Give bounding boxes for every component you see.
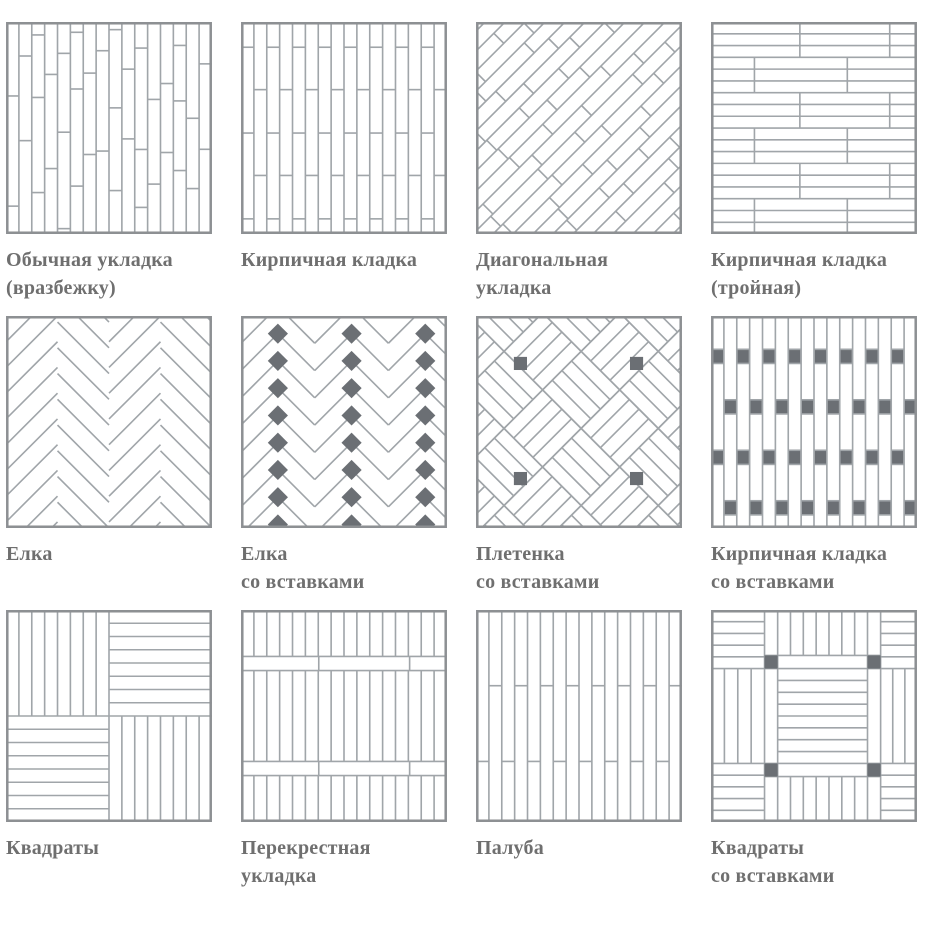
tile-regular-staggered bbox=[6, 22, 212, 304]
tile-label-line1: Квадраты bbox=[711, 837, 805, 859]
tile-label bbox=[711, 246, 917, 304]
tile-label-line1: Кирпичная кладка bbox=[711, 249, 888, 271]
parquet-diagram-brick-inserts bbox=[711, 316, 917, 528]
tile-label-line2: (тройная) bbox=[711, 277, 802, 299]
tile-label-line2: со вставками bbox=[711, 865, 835, 887]
tile-label-line2: со вставками bbox=[476, 571, 600, 593]
tile-label bbox=[711, 540, 917, 598]
tile-squares bbox=[6, 610, 212, 892]
parquet-diagram-squares-inserts bbox=[711, 610, 917, 822]
tile-basketweave-inserts bbox=[476, 316, 682, 598]
tile-herringbone-inserts bbox=[241, 316, 447, 598]
tile-label bbox=[241, 834, 447, 892]
parquet-diagram-basketweave-inserts bbox=[476, 316, 682, 528]
tile-label-line1: Перекрестная bbox=[241, 837, 371, 859]
tile-label-line2: укладка bbox=[241, 865, 317, 887]
tile-label-line1: Обычная укладка bbox=[6, 249, 173, 271]
tile-label bbox=[241, 246, 447, 304]
tile-brick-inserts bbox=[711, 316, 917, 598]
tile-cross-laying bbox=[241, 610, 447, 892]
tile-label-line1: Диагональная bbox=[476, 249, 609, 271]
tile-diagonal bbox=[476, 22, 682, 304]
tile-brick-triple bbox=[711, 22, 917, 304]
tile-label-line1: Квадраты bbox=[6, 837, 100, 859]
tile-label bbox=[6, 834, 212, 892]
tile-label bbox=[476, 540, 682, 598]
parquet-diagram-brick-triple bbox=[711, 22, 917, 234]
tile-label-line1: Кирпичная кладка bbox=[711, 543, 888, 565]
parquet-diagram-squares bbox=[6, 610, 212, 822]
tile-label-line2: укладка bbox=[476, 277, 552, 299]
tile-brick bbox=[241, 22, 447, 304]
parquet-diagram-herringbone-inserts bbox=[241, 316, 447, 528]
tile-label-line1: Елка bbox=[241, 543, 288, 565]
tile-label bbox=[476, 246, 682, 304]
parquet-diagram-cross-laying bbox=[241, 610, 447, 822]
tile-label bbox=[711, 834, 917, 892]
tile-label bbox=[476, 834, 682, 892]
tile-deck bbox=[476, 610, 682, 892]
parquet-diagram-regular-staggered bbox=[6, 22, 212, 234]
parquet-diagram-deck bbox=[476, 610, 682, 822]
tile-label-line1: Кирпичная кладка bbox=[241, 249, 418, 271]
tile-label bbox=[6, 246, 212, 304]
tile-label-line2: (вразбежку) bbox=[6, 277, 116, 299]
tile-herringbone bbox=[6, 316, 212, 598]
tile-label-line1: Плетенка bbox=[476, 543, 565, 565]
tile-label-line1: Елка bbox=[6, 543, 53, 565]
tile-squares-inserts bbox=[711, 610, 917, 892]
tile-label-line2: со вставками bbox=[711, 571, 835, 593]
tile-label bbox=[6, 540, 212, 598]
tile-label-line2: со вставками bbox=[241, 571, 365, 593]
tile-label-line1: Палуба bbox=[476, 837, 544, 859]
parquet-diagram-herringbone bbox=[6, 316, 212, 528]
parquet-diagram-diagonal bbox=[476, 22, 682, 234]
parquet-diagram-brick bbox=[241, 22, 447, 234]
tile-label bbox=[241, 540, 447, 598]
